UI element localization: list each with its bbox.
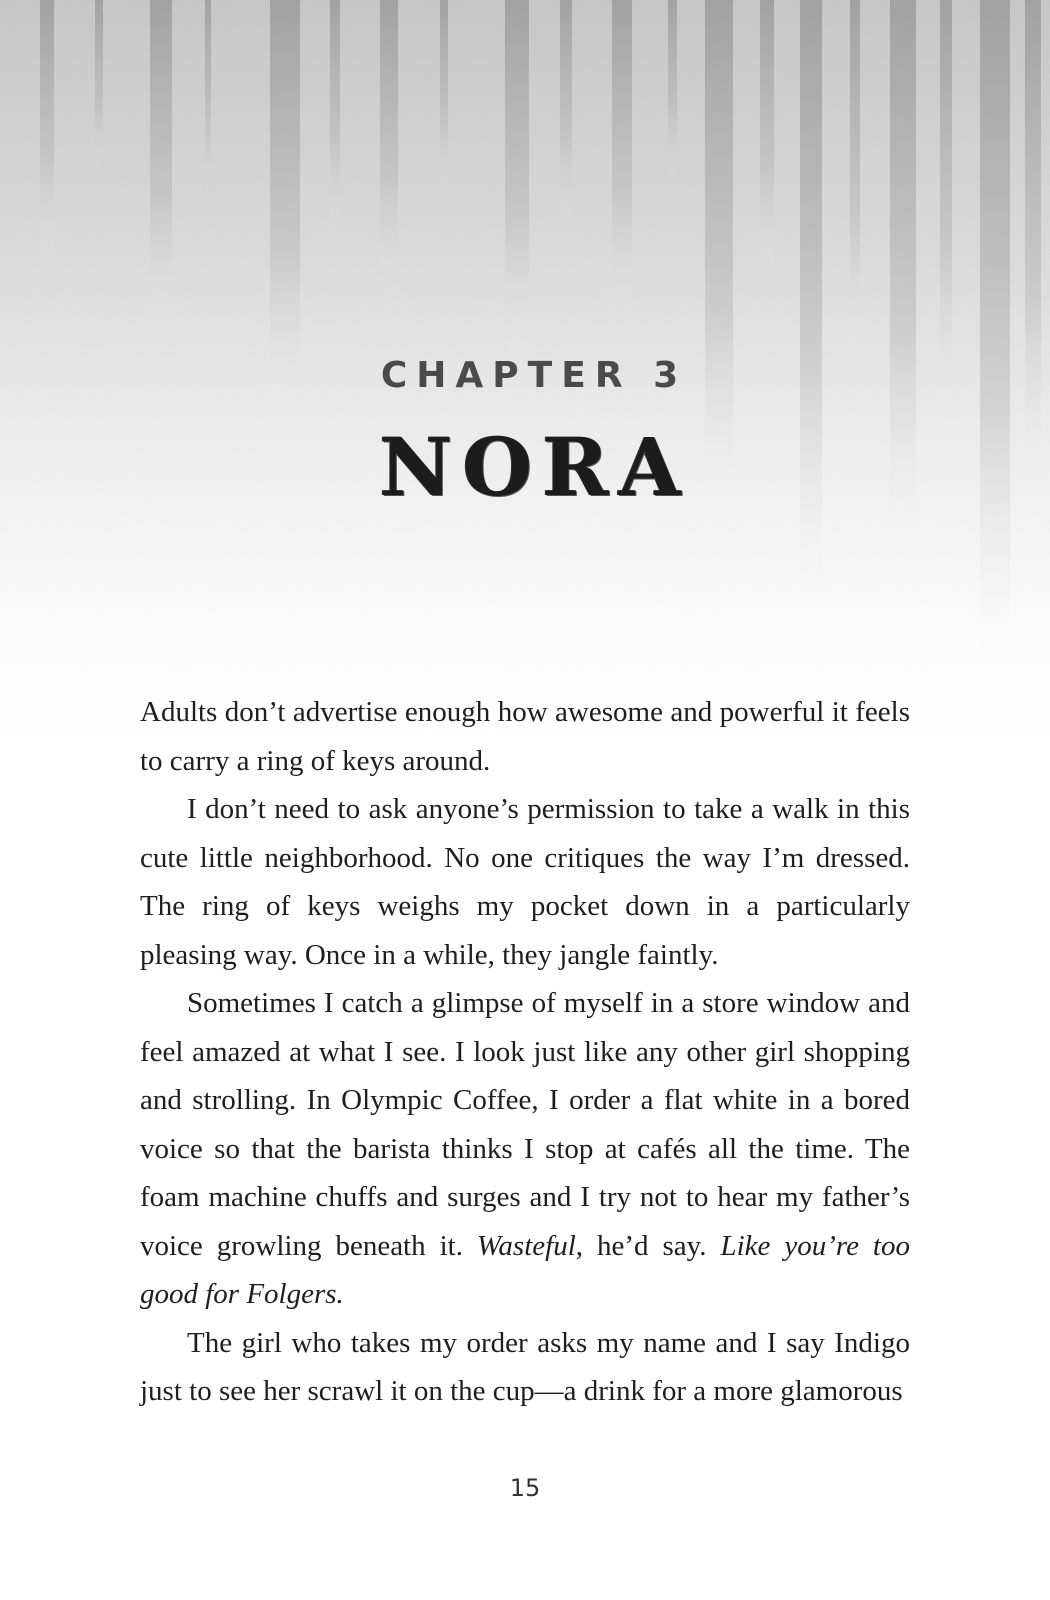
paragraph: I don’t need to ask anyone’s permission to take a walk in this cute little neighborhood. No one critiques the way I’m dressed. The ring of keys weighs my pocket down in a particularly pleasing way. Once in a while, they jangle faintly. [140,793,910,971]
paragraph-text: Sometimes I catch a glimpse of myself in a store window and feel amazed at what I see. I look just like any other girl shopping and strolling. In Olympic Coffee, I order a flat white in a bored voice so that the barista thinks I stop at cafés all the time. The foam machine chuffs and surges and I try not to hear my father’s voice growling beneath it. [140,987,910,1262]
page-number: 15 [509,1474,541,1502]
chapter-body [140,688,910,1416]
paragraph-italic: Like you’re too good for Folgers. [140,1229,910,1310]
paragraph-italic: Wasteful [476,1229,576,1262]
paragraph [140,979,910,1319]
chapter-label: CHAPTER 3 [380,355,688,396]
paragraph: The girl who takes my order asks my name and I say Indigo just to see her scrawl it on the cup—a drink for a more glamorous [140,1326,910,1407]
chapter-title: NORA [379,420,691,514]
paragraph-text: , he’d say. [575,1229,721,1262]
paragraph: Adults don’t advertise enough how awesome and powerful it feels to carry a ring of keys around. [140,696,910,777]
